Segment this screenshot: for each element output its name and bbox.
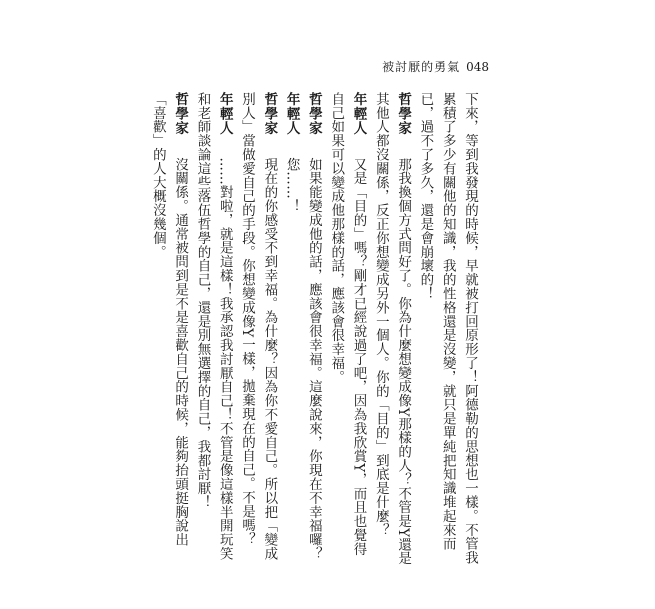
page-body [149, 92, 481, 568]
paragraph-text: 又是「目的」嗎？剛才已經說過了吧，因為我欣賞Y，而且也覺得自己如果可以變成他那樣的話，應該會很幸福。 [328, 92, 367, 556]
speaker-label: 哲學家 [172, 92, 189, 136]
book-title: 被討厭的勇氣 [382, 60, 461, 74]
paragraph-text: 那我換個方式問好了。你為什麼想變成像Y那樣的人？不管是Y還是其他人都沒關係，反正你想變成另外一個人。你的「目的」到底是什麼？ [372, 92, 412, 566]
speaker-label: 哲學家 [305, 92, 322, 136]
paragraph [303, 92, 325, 568]
paragraph [370, 92, 415, 568]
paragraph-text: 您……！ [283, 157, 300, 214]
paragraph-text: 現在的你感受不到幸福。為什麼？因為你不愛自己。所以把「變成別人」當做愛自己的手段。你想變成像Y一樣，拋棄現在的自己。不是嗎？ [239, 92, 278, 561]
paragraph-text: 下來，等到我發現的時候，早就被打回原形了！阿德勒的思想也一樣。不管我累積了多少有關他的知識，我的性格還是沒變，就只是單純把知識堆起來而已，過不了多久，還是會崩壞的！ [417, 92, 478, 565]
speaker-label: 年輕人 [283, 92, 300, 136]
speaker-label: 哲學家 [395, 92, 412, 136]
paragraph [191, 92, 236, 568]
paragraph [325, 92, 370, 568]
paragraph [280, 92, 302, 568]
running-header [382, 58, 489, 75]
paragraph [236, 92, 281, 568]
speaker-label: 哲學家 [261, 92, 278, 136]
paragraph-text: 沒關係。通常被問到是不是喜歡自己的時候，能夠抬頭挺胸說出「喜歡」的人大概沒幾個。 [149, 92, 189, 547]
paragraph [414, 92, 481, 568]
speaker-label: 年輕人 [350, 92, 367, 136]
speaker-label: 年輕人 [216, 92, 233, 136]
paragraph-text: 如果能變成他的話，應該會很幸福。這麼說來，你現在不幸福囉？ [305, 157, 322, 561]
page-number: 048 [466, 60, 489, 74]
paragraph [147, 92, 192, 568]
paragraph-text: ……對啦，就是這樣！我承認我討厭自己！不管是像這樣半開玩笑和老師談論這些落伍哲學的自己，還是別無選擇的自己，我都討厭！ [194, 92, 233, 561]
